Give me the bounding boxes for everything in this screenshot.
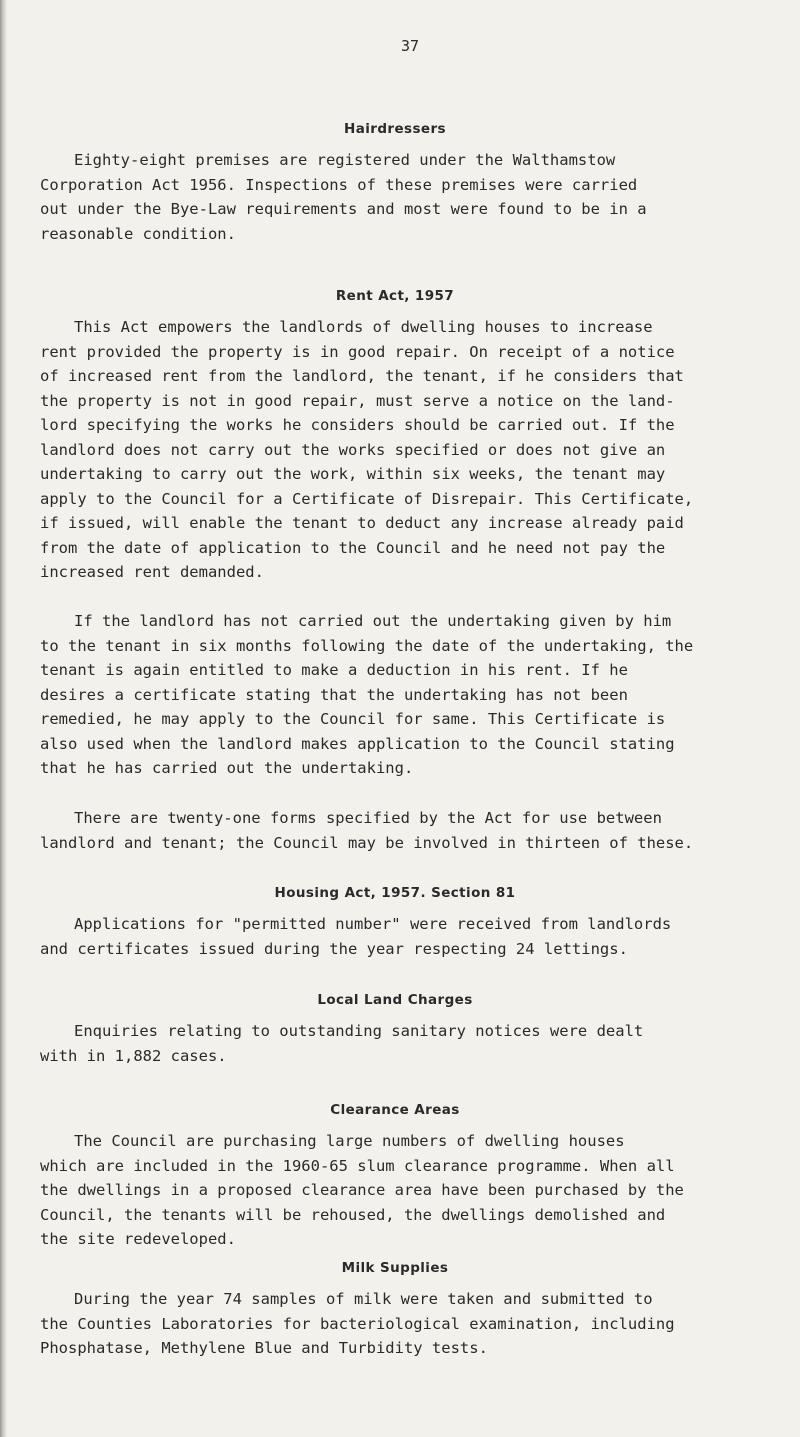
text-line: the Counties Laboratories for bacteriological examination, including [40, 1314, 675, 1333]
text-line: to the tenant in six months following the date of the undertaking, the [40, 636, 694, 655]
text-line: During the year 74 samples of milk were taken and submitted to [74, 1290, 653, 1308]
text-line: with in 1,882 cases. [40, 1046, 227, 1065]
text-line: if issued, will enable the tenant to deduct any increase already paid [40, 514, 684, 532]
text-line: which are included in the 1960-65 slum clearance programme. When all [40, 1156, 675, 1175]
text-line: increased rent demanded. [40, 563, 264, 581]
section-heading-housing-act: Housing Act, 1957. Section 81 [274, 885, 516, 901]
page-binding-edge [0, 0, 7, 1437]
paragraph [40, 912, 800, 961]
text-line: reasonable condition. [40, 224, 236, 243]
paragraph [40, 806, 800, 855]
page-number: 37 [400, 37, 420, 55]
text-line: remedied, he may apply to the Council for same. This Certificate is [40, 710, 666, 728]
text-line: Council, the tenants will be rehoused, the dwellings demolished and [40, 1205, 666, 1224]
paragraph [40, 1129, 800, 1252]
text-line: from the date of application to the Council and he need not pay the [40, 538, 666, 557]
text-line: landlord does not carry out the works specified or does not give an [40, 440, 666, 459]
paragraph [40, 1287, 800, 1361]
text-line: Phosphatase, Methylene Blue and Turbidity tests. [40, 1339, 488, 1357]
text-line: of increased rent from the landlord, the tenant, if he considers that [40, 367, 684, 385]
text-line: also used when the landlord makes application to the Council stating [40, 734, 675, 753]
text-line: There are twenty-one forms specified by the Act for use between [74, 809, 662, 827]
text-line: Enquiries relating to outstanding sanitary notices were dealt [74, 1022, 644, 1040]
text-line: The Council are purchasing large numbers of dwelling houses [74, 1132, 625, 1150]
text-line: the dwellings in a proposed clearance area have been purchased by the [40, 1181, 684, 1199]
paragraph [40, 1019, 800, 1068]
section-heading-milk-supplies: Milk Supplies [341, 1260, 449, 1276]
text-line: This Act empowers the landlords of dwelling houses to increase [74, 318, 653, 336]
text-line: Eighty-eight premises are registered under the Walthamstow [74, 151, 616, 169]
text-line: out under the Bye-Law requirements and most were found to be in a [40, 200, 647, 218]
paragraph [40, 609, 800, 781]
text-line: rent provided the property is in good repair. On receipt of a notice [40, 342, 675, 361]
text-line: that he has carried out the undertaking. [40, 759, 414, 777]
section-heading-hairdressers: Hairdressers [344, 121, 446, 137]
text-line: Corporation Act 1956. Inspections of these premises were carried [40, 175, 638, 194]
section-heading-local-land-charges: Local Land Charges [317, 992, 473, 1008]
text-line: tenant is again entitled to make a deduction in his rent. If he [40, 661, 628, 679]
text-line: lord specifying the works he considers should be carried out. If the [40, 416, 675, 434]
paragraph [40, 315, 800, 585]
text-line: undertaking to carry out the work, within six weeks, the tenant may [40, 465, 666, 483]
section-heading-clearance-areas: Clearance Areas [330, 1102, 460, 1118]
text-line: If the landlord has not carried out the undertaking given by him [74, 612, 672, 630]
text-line: and certificates issued during the year respecting 24 lettings. [40, 939, 628, 958]
text-line: landlord and tenant; the Council may be involved in thirteen of these. [40, 833, 694, 852]
text-line: the site redeveloped. [40, 1230, 236, 1248]
text-line: apply to the Council for a Certificate of Disrepair. This Certificate, [40, 489, 694, 508]
text-line: Applications for "permitted number" were received from landlords [74, 915, 672, 933]
text-line: desires a certificate stating that the undertaking has not been [40, 685, 628, 704]
section-heading-rent-act: Rent Act, 1957 [335, 288, 455, 304]
paragraph [40, 148, 800, 246]
text-line: the property is not in good repair, must serve a notice on the land- [40, 391, 675, 410]
